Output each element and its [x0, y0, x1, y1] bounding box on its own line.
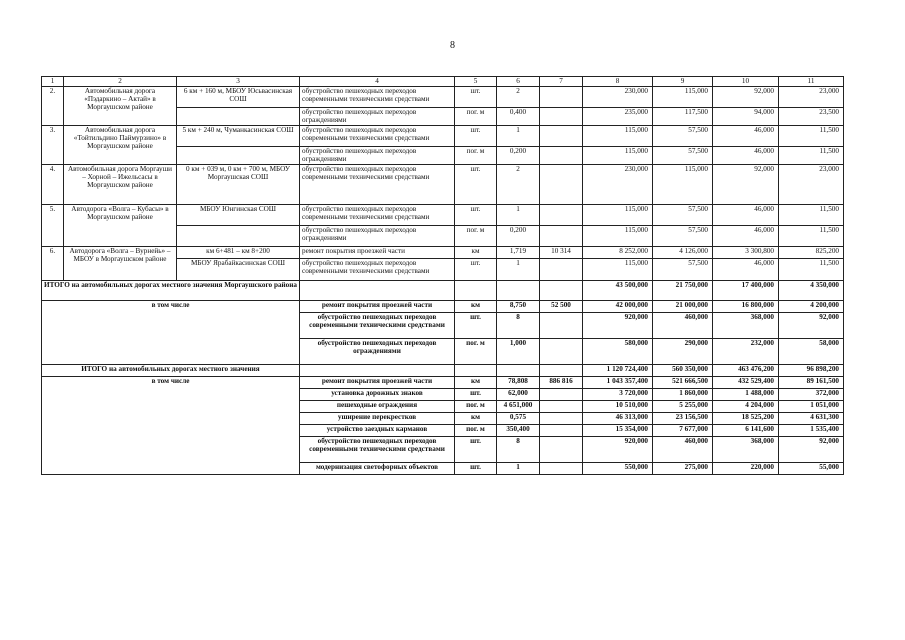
- table-cell: км: [455, 301, 497, 313]
- table-cell: [540, 339, 583, 365]
- table-cell: [177, 108, 300, 126]
- road-name: Автомобильная дорога «Тойтильдино Паймурзино» в Моргаушском районе: [64, 126, 177, 165]
- table-row: [42, 247, 844, 259]
- table-cell: 1 535,400: [779, 425, 844, 437]
- table-cell: 57,500: [653, 226, 713, 247]
- table-cell: 0,200: [497, 147, 540, 165]
- table-cell: обустройство пешеходных переходов ограждениями: [300, 226, 455, 247]
- column-header: 3: [177, 77, 300, 87]
- table-cell: 115,000: [583, 259, 653, 281]
- page-number: 8: [450, 40, 455, 51]
- table-cell: шт.: [455, 87, 497, 108]
- table-cell: 18 525,200: [713, 413, 779, 425]
- table-cell: 52 500: [540, 301, 583, 313]
- table-cell: обустройство пешеходных переходов современными техническими средствами: [300, 313, 455, 339]
- table-cell: 8: [497, 437, 540, 463]
- column-header: 7: [540, 77, 583, 87]
- table-cell: 368,000: [713, 313, 779, 339]
- table-cell: 46,000: [713, 226, 779, 247]
- column-header: 1: [42, 77, 64, 87]
- table-cell: 1,719: [497, 247, 540, 259]
- table-cell: 115,000: [653, 87, 713, 108]
- table-cell: 46,000: [713, 147, 779, 165]
- table-cell: [540, 413, 583, 425]
- table-cell: пешеходные ограждения: [300, 401, 455, 413]
- total-label: ИТОГО на автомобильных дорогах местного значения Моргаушского района: [42, 281, 300, 301]
- table-cell: 8: [497, 313, 540, 339]
- table-cell: 4 126,000: [653, 247, 713, 259]
- column-header: 8: [583, 77, 653, 87]
- table-cell: шт.: [455, 313, 497, 339]
- table-cell: км 6+481 – км 8+200: [177, 247, 300, 259]
- table-cell: 4 651,000: [497, 401, 540, 413]
- table-cell: пог. м: [455, 147, 497, 165]
- table-row: [42, 377, 844, 389]
- table-cell: 1: [497, 205, 540, 226]
- table-cell: км: [455, 377, 497, 389]
- table-cell: обустройство пешеходных переходов современными техническими средствами: [300, 205, 455, 226]
- table-cell: 1,000: [497, 339, 540, 365]
- budget-table: [41, 76, 844, 475]
- table-cell: 11,500: [779, 205, 844, 226]
- table-cell: [540, 87, 583, 108]
- table-cell: 1: [497, 463, 540, 475]
- table-cell: 11,500: [779, 226, 844, 247]
- table-cell: 825,200: [779, 247, 844, 259]
- table-cell: 0,200: [497, 226, 540, 247]
- table-cell: 0 км + 039 м, 0 км + 700 м, МБОУ Моргаушская СОШ: [177, 165, 300, 205]
- table-cell: 4 631,300: [779, 413, 844, 425]
- table-cell: 463 476,200: [713, 365, 779, 377]
- table-cell: 5 255,000: [653, 401, 713, 413]
- table-cell: 235,000: [583, 108, 653, 126]
- table-cell: 8 252,000: [583, 247, 653, 259]
- table-cell: 43 500,000: [583, 281, 653, 301]
- table-cell: 4 204,000: [713, 401, 779, 413]
- table-cell: МБОУ Юнгинская СОШ: [177, 205, 300, 226]
- column-header: 11: [779, 77, 844, 87]
- table-row: [42, 301, 844, 313]
- table-cell: [540, 425, 583, 437]
- row-number: 5.: [42, 205, 64, 247]
- table-cell: установка дорожных знаков: [300, 389, 455, 401]
- table-cell: ремонт покрытия проезжей части: [300, 247, 455, 259]
- table-cell: обустройство пешеходных переходов современными техническими средствами: [300, 437, 455, 463]
- table-cell: 57,500: [653, 259, 713, 281]
- table-row: [42, 365, 844, 377]
- table-cell: 2: [497, 165, 540, 205]
- table-cell: 0,575: [497, 413, 540, 425]
- table-cell: 57,500: [653, 147, 713, 165]
- table-cell: 230,000: [583, 165, 653, 205]
- table-cell: 23,000: [779, 87, 844, 108]
- table-cell: 11,500: [779, 147, 844, 165]
- table-cell: 7 677,000: [653, 425, 713, 437]
- table-cell: 1 120 724,400: [583, 365, 653, 377]
- table-cell: 115,000: [583, 126, 653, 147]
- table-cell: 290,000: [653, 339, 713, 365]
- table-cell: 920,000: [583, 437, 653, 463]
- table-cell: 11,500: [779, 259, 844, 281]
- table-cell: обустройство пешеходных переходов ограждениями: [300, 339, 455, 365]
- table-cell: 1 860,000: [653, 389, 713, 401]
- table-cell: 16 800,000: [713, 301, 779, 313]
- total-label: ИТОГО на автомобильных дорогах местного значения: [42, 365, 300, 377]
- table-cell: 886 816: [540, 377, 583, 389]
- table-cell: пог. м: [455, 226, 497, 247]
- table-cell: 23,500: [779, 108, 844, 126]
- table-cell: [540, 401, 583, 413]
- table-cell: 432 529,400: [713, 377, 779, 389]
- table-cell: 460,000: [653, 313, 713, 339]
- table-cell: обустройство пешеходных переходов ограждениями: [300, 108, 455, 126]
- row-number: 3.: [42, 126, 64, 165]
- table-cell: обустройство пешеходных переходов современными техническими средствами: [300, 165, 455, 205]
- table-cell: 11,500: [779, 126, 844, 147]
- table-cell: 115,000: [653, 165, 713, 205]
- road-name: Автомобильная дорога «Пэдаркино – Актай» в Моргаушском районе: [64, 87, 177, 126]
- table-cell: 23,000: [779, 165, 844, 205]
- table-cell: [497, 281, 540, 301]
- column-header: 6: [497, 77, 540, 87]
- table-cell: пог. м: [455, 401, 497, 413]
- table-cell: уширение перекрестков: [300, 413, 455, 425]
- table-cell: [540, 108, 583, 126]
- table-cell: 10 510,000: [583, 401, 653, 413]
- table-cell: 521 666,500: [653, 377, 713, 389]
- row-number: 4.: [42, 165, 64, 205]
- table-cell: ремонт покрытия проезжей части: [300, 301, 455, 313]
- table-cell: 1: [497, 259, 540, 281]
- table-cell: 57,500: [653, 205, 713, 226]
- table-cell: [300, 281, 455, 301]
- table-cell: [177, 226, 300, 247]
- table-cell: 58,000: [779, 339, 844, 365]
- table-cell: [540, 205, 583, 226]
- table-cell: 368,000: [713, 437, 779, 463]
- column-header: 4: [300, 77, 455, 87]
- table-row: [42, 87, 844, 108]
- table-cell: 55,000: [779, 463, 844, 475]
- table-cell: 42 000,000: [583, 301, 653, 313]
- table-cell: обустройство пешеходных переходов современными техническими средствами: [300, 87, 455, 108]
- column-header: 10: [713, 77, 779, 87]
- table-cell: [540, 389, 583, 401]
- table-cell: [455, 365, 497, 377]
- table-cell: шт.: [455, 463, 497, 475]
- table-cell: 1: [497, 126, 540, 147]
- table-cell: [540, 281, 583, 301]
- table-row: [42, 205, 844, 226]
- road-name: Автомобильная дорога Моргауши – Хорной – Ижельсасы в Моргаушском районе: [64, 165, 177, 205]
- table-cell: 92,000: [713, 87, 779, 108]
- table-cell: 21 750,000: [653, 281, 713, 301]
- table-cell: 4 350,000: [779, 281, 844, 301]
- column-header: 2: [64, 77, 177, 87]
- table-cell: 1 488,000: [713, 389, 779, 401]
- table-cell: [540, 313, 583, 339]
- table-cell: пог. м: [455, 425, 497, 437]
- table-cell: км: [455, 413, 497, 425]
- table-cell: 96 898,200: [779, 365, 844, 377]
- table-cell: пог. м: [455, 108, 497, 126]
- table-cell: 46,000: [713, 205, 779, 226]
- table-cell: 580,000: [583, 339, 653, 365]
- table-cell: ремонт покрытия проезжей части: [300, 377, 455, 389]
- table-cell: 550,000: [583, 463, 653, 475]
- table-cell: 275,000: [653, 463, 713, 475]
- table-cell: шт.: [455, 165, 497, 205]
- table-cell: 46,000: [713, 259, 779, 281]
- table-row: [42, 126, 844, 147]
- table-cell: 3 300,800: [713, 247, 779, 259]
- table-cell: [540, 365, 583, 377]
- table-cell: 1 051,000: [779, 401, 844, 413]
- subtotal-label: в том числе: [42, 301, 300, 365]
- table-cell: 115,000: [583, 205, 653, 226]
- subtotal-label: в том числе: [42, 377, 300, 475]
- table-cell: 460,000: [653, 437, 713, 463]
- table-cell: 372,000: [779, 389, 844, 401]
- table-cell: шт.: [455, 437, 497, 463]
- table-cell: 0,400: [497, 108, 540, 126]
- table-cell: 6 141,600: [713, 425, 779, 437]
- table-cell: 17 400,000: [713, 281, 779, 301]
- table-row: [42, 165, 844, 205]
- table-cell: обустройство пешеходных переходов современными техническими средствами: [300, 259, 455, 281]
- table-cell: 6 км + 160 м, МБОУ Юсьвасинская СОШ: [177, 87, 300, 108]
- table-cell: [455, 281, 497, 301]
- row-number: 2.: [42, 87, 64, 126]
- table-cell: устройство заездных карманов: [300, 425, 455, 437]
- table-cell: 23 156,500: [653, 413, 713, 425]
- table-cell: 57,500: [653, 126, 713, 147]
- table-cell: км: [455, 247, 497, 259]
- table-cell: 5 км + 240 м, Чуманкасинская СОШ: [177, 126, 300, 147]
- table-cell: 46 313,000: [583, 413, 653, 425]
- table-cell: шт.: [455, 259, 497, 281]
- table-cell: [540, 165, 583, 205]
- table-cell: 46,000: [713, 126, 779, 147]
- table-cell: 10 314: [540, 247, 583, 259]
- table-cell: пог. м: [455, 339, 497, 365]
- table-cell: обустройство пешеходных переходов современными техническими средствами: [300, 126, 455, 147]
- table-cell: 92,000: [779, 437, 844, 463]
- table-cell: 920,000: [583, 313, 653, 339]
- table-cell: [540, 463, 583, 475]
- table-cell: 89 161,500: [779, 377, 844, 389]
- table-cell: 115,000: [583, 147, 653, 165]
- table-cell: 92,000: [779, 313, 844, 339]
- table-cell: 230,000: [583, 87, 653, 108]
- table-row: [42, 77, 844, 87]
- table-row: [42, 281, 844, 301]
- table-cell: [540, 226, 583, 247]
- table-cell: 92,000: [713, 165, 779, 205]
- table-cell: 8,750: [497, 301, 540, 313]
- table-cell: 78,808: [497, 377, 540, 389]
- column-header: 9: [653, 77, 713, 87]
- road-name: Автодорога «Волга – Вурнейь» – МБОУ в Моргаушском районе: [64, 247, 177, 281]
- road-name: Автодорога «Волга – Кубасы» в Моргаушском районе: [64, 205, 177, 247]
- table-cell: 220,000: [713, 463, 779, 475]
- table-cell: 350,400: [497, 425, 540, 437]
- table-cell: 1 043 357,400: [583, 377, 653, 389]
- row-number: 6.: [42, 247, 64, 281]
- table-cell: шт.: [455, 126, 497, 147]
- table-cell: 62,000: [497, 389, 540, 401]
- table-cell: 4 200,000: [779, 301, 844, 313]
- table-cell: 115,000: [583, 226, 653, 247]
- table-cell: 3 720,000: [583, 389, 653, 401]
- table-cell: шт.: [455, 205, 497, 226]
- table-cell: [540, 437, 583, 463]
- table-cell: 560 350,000: [653, 365, 713, 377]
- table-cell: [177, 147, 300, 165]
- table-cell: модернизация светофорных объектов: [300, 463, 455, 475]
- table-cell: 15 354,000: [583, 425, 653, 437]
- table-cell: [540, 259, 583, 281]
- table-cell: 232,000: [713, 339, 779, 365]
- table-cell: [540, 126, 583, 147]
- table-cell: МБОУ Ярабайкасинская СОШ: [177, 259, 300, 281]
- table-cell: шт.: [455, 389, 497, 401]
- table-cell: 117,500: [653, 108, 713, 126]
- column-header: 5: [455, 77, 497, 87]
- table-cell: [300, 365, 455, 377]
- table-cell: [497, 365, 540, 377]
- table-cell: 94,000: [713, 108, 779, 126]
- table-cell: 2: [497, 87, 540, 108]
- table-cell: [540, 147, 583, 165]
- table-cell: 21 000,000: [653, 301, 713, 313]
- table-cell: обустройство пешеходных переходов ограждениями: [300, 147, 455, 165]
